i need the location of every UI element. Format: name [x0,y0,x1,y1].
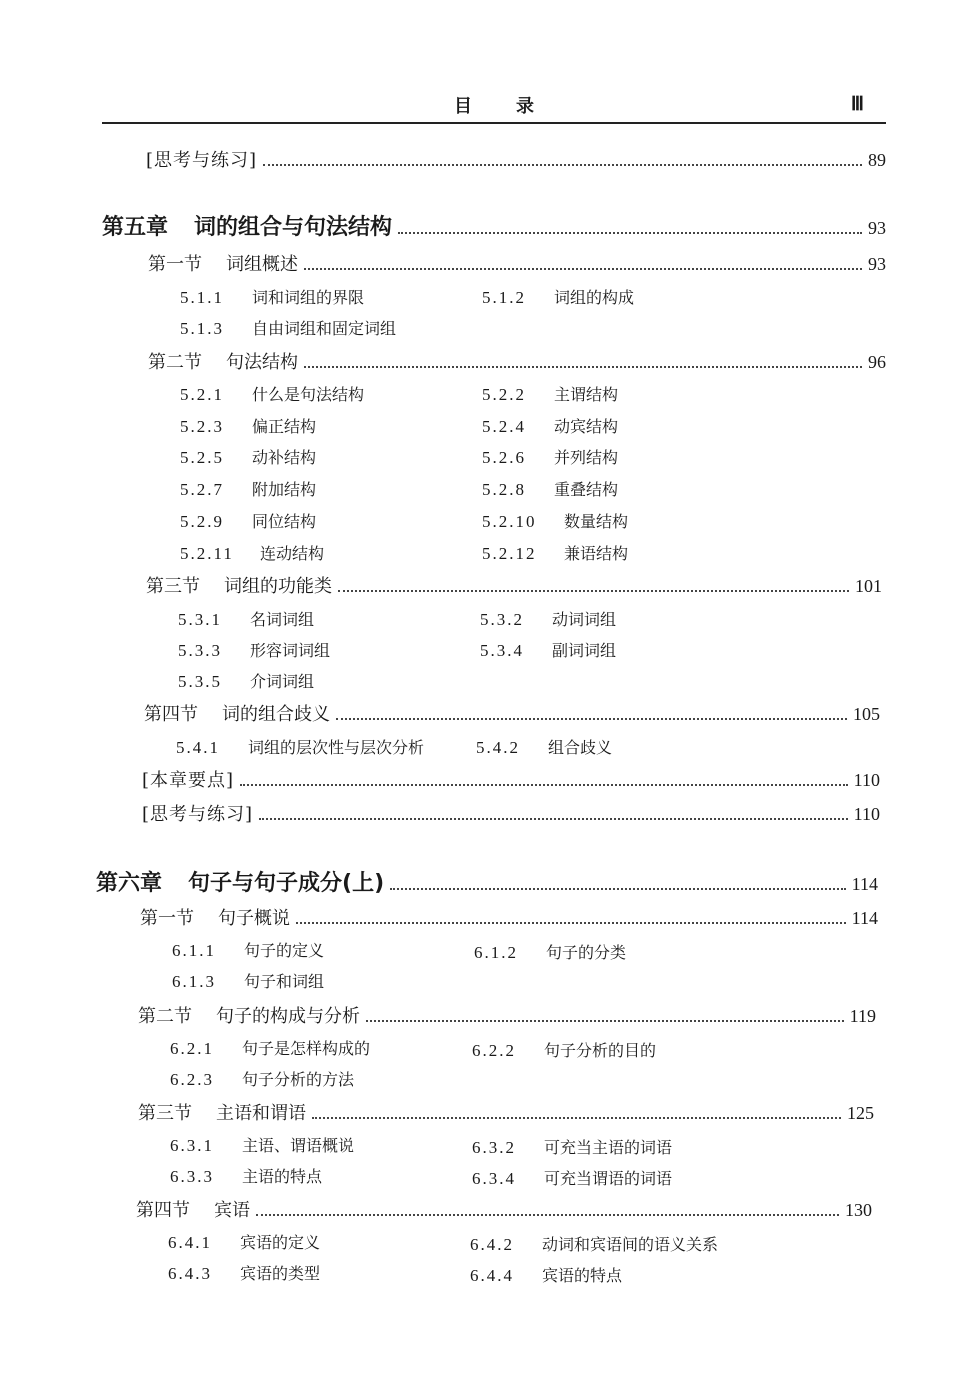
dot-leader [312,1117,841,1119]
toc-item[interactable]: 6.4.3 宾语的类型 [168,1264,321,1283]
dot-leader [263,164,862,166]
toc-item[interactable]: 5.2.7 附加结构 [180,480,317,499]
toc-section-5-2[interactable]: 第二节 句法结构 96 [148,352,886,373]
toc-item[interactable]: 5.2.1 什么是句法结构 [180,385,365,404]
dot-leader [304,366,862,368]
dot-leader [240,784,848,786]
toc-section-6-3[interactable]: 第三节 主语和谓语 125 [138,1103,874,1124]
toc-item[interactable]: 6.1.1 句子的定义 [172,941,325,960]
toc-item[interactable]: 6.3.1 主语、谓语概说 [170,1136,355,1155]
toc-item[interactable]: 6.4.1 宾语的定义 [168,1233,321,1252]
toc-entry-exercises[interactable]: [思考与练习] 110 [142,804,880,825]
header-divider [102,122,886,124]
toc-item[interactable]: 6.2.3 句子分析的方法 [170,1070,355,1089]
toc-item[interactable]: 6.3.2 可充当主语的词语 [472,1138,673,1157]
toc-item[interactable]: 6.4.4 宾语的特点 [470,1266,623,1285]
toc-item[interactable]: 5.2.3 偏正结构 [180,417,317,436]
toc-section-6-1[interactable]: 第一节 句子概说 114 [140,908,878,929]
toc-item[interactable]: 6.4.2 动词和宾语间的语义关系 [470,1235,719,1254]
toc-item[interactable]: 5.2.5 动补结构 [180,448,317,467]
toc-item[interactable]: 5.2.9 同位结构 [180,512,317,531]
dot-leader [256,1214,839,1216]
toc-chapter-5[interactable] [102,210,886,241]
toc-item[interactable]: 6.2.2 句子分析的目的 [472,1041,657,1060]
toc-item[interactable]: 5.3.5 介词词组 [178,672,315,691]
toc-section-6-4[interactable]: 第四节 宾语 130 [136,1200,872,1221]
chapter-page: 93 [868,218,886,238]
toc-item[interactable]: 5.2.11 连动结构 [180,544,325,563]
toc-entry-prev-exercises[interactable] [146,146,886,172]
toc-section-5-1[interactable]: 第一节 词组概述 93 [148,254,886,275]
toc-item[interactable]: 6.1.2 句子的分类 [474,943,627,962]
chapter-label: 第五章 词的组合与句法结构 [102,215,393,240]
toc-item[interactable]: 5.2.2 主谓结构 [482,385,619,404]
toc-item[interactable]: 5.1.3 自由词组和固定词组 [180,319,397,338]
toc-item[interactable]: 5.2.10 数量结构 [482,512,629,531]
toc-item[interactable]: 5.2.6 并列结构 [482,448,619,467]
page-header [102,90,886,120]
toc-item[interactable]: 5.2.4 动宾结构 [482,417,619,436]
toc-item[interactable]: 5.4.1 词组的层次性与层次分析 [176,738,425,757]
dot-leader [366,1020,844,1022]
toc-section-5-3[interactable]: 第三节 词组的功能类 101 [146,576,882,597]
dot-leader [390,888,846,890]
toc-item[interactable]: 5.3.1 名词词组 [178,610,315,629]
toc-item[interactable]: 5.2.8 重叠结构 [482,480,619,499]
toc-chapter-6[interactable]: 第六章 句子与句子成分(上) 114 [96,866,878,897]
dot-leader [304,268,862,270]
toc-item[interactable]: 5.3.4 副词词组 [480,641,617,660]
header-page-number: Ⅲ [850,94,864,115]
toc-item[interactable]: 6.3.4 可充当谓语的词语 [472,1169,673,1188]
dot-leader [338,590,849,592]
toc-item[interactable]: 6.1.3 句子和词组 [172,972,325,991]
header-title: 目录 [454,96,578,117]
entry-label: [思考与练习] [146,150,258,171]
dot-leader [296,922,846,924]
toc-section-5-4[interactable]: 第四节 词的组合歧义 105 [144,704,880,725]
dot-leader [398,232,862,234]
toc-item[interactable]: 5.1.1 词和词组的界限 [180,288,365,307]
toc-item[interactable]: 6.2.1 句子是怎样构成的 [170,1039,371,1058]
dot-leader [336,718,847,720]
toc-section-6-2[interactable]: 第二节 句子的构成与分析 119 [138,1006,876,1027]
toc-item[interactable]: 5.3.2 动词词组 [480,610,617,629]
toc-item[interactable]: 5.3.3 形容词词组 [178,641,331,660]
entry-page: 89 [868,150,886,170]
toc-entry-key-points[interactable]: [本章要点] 110 [142,770,880,791]
chapter-label: 第六章 句子与句子成分(上) [96,871,385,896]
dot-leader [259,818,848,820]
toc-item[interactable]: 5.4.2 组合歧义 [476,738,613,757]
toc-item[interactable]: 6.3.3 主语的特点 [170,1167,323,1186]
toc-item[interactable]: 5.1.2 词组的构成 [482,288,635,307]
toc-item[interactable]: 5.2.12 兼语结构 [482,544,629,563]
